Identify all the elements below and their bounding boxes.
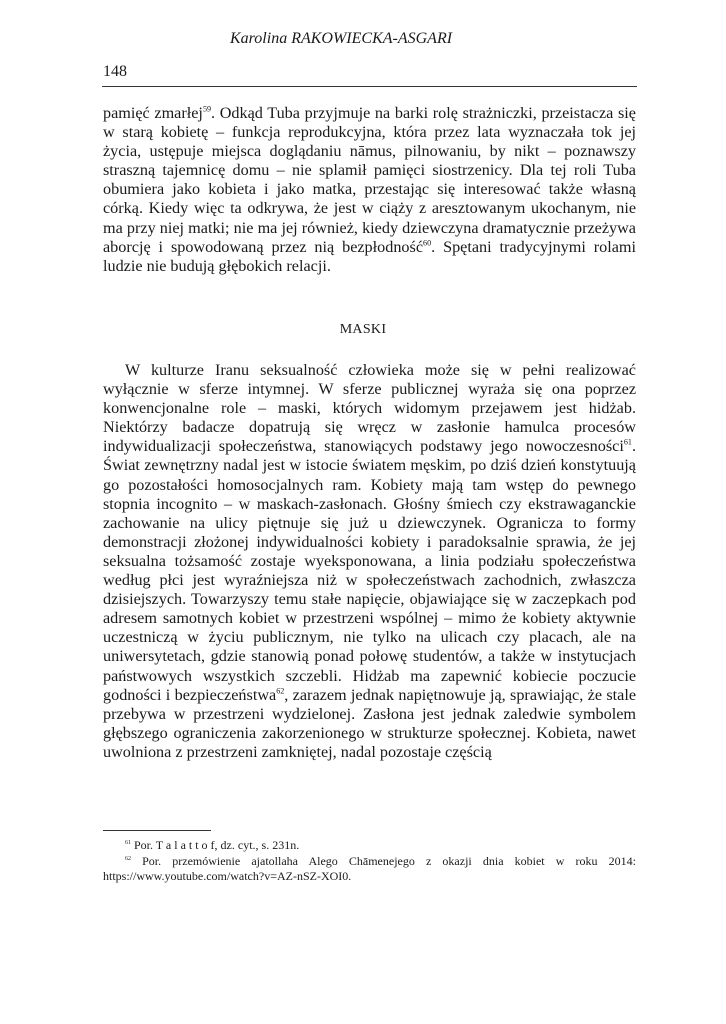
footnote-ref-61: 61 xyxy=(623,437,632,447)
page-number: 148 xyxy=(103,63,127,80)
paragraph-1-text-c: . Spętani tradycyjnymi rolami ludzie nie budują głębokich relacji. xyxy=(103,237,637,275)
footnote-text: Por. przemówienie ajatollaha Alego Chāmenejego z okazji dnia kobiet w roku 2014: https://www.youtube.com/watch?v=AZ-nSZ-XOI0. xyxy=(103,853,636,883)
paragraph-2 xyxy=(103,361,636,762)
footnote-61 xyxy=(103,838,636,854)
paragraph-2-text-b: . Świat zewnętrzny nadal jest w istocie światem męskim, po dziś dzień konstytuują go pozostałości homosocjalnych ram. Kobiety mają tam wstęp do pewnego stopnia incognito – w maskach-zasłonach. Głośny śmiech czy ekstrawaganckie zachowanie na ulicy piętnuje się już u dziewczynek. Ogranicza to formy demonstracji złożonej indywidualności kobiety i paradoksalnie sprawia, że jej seksualna tożsamość zostaje wyeksponowana, a linia podziału społeczeństwa według płci jest wyraźniejsza niż w społeczeństwach zachodnich, zwłaszcza dzisiejszych. Towarzyszy temu stałe napięcie, objawiające się w zaczepkach pod adresem samotnych kobiet w przestrzeni wspólnej – mimo że kobiety aktywnie uczestniczą w życiu publicznym, nie tylko na ulicach czy placach, ale na uniwersytetach, gdzie stanowią ponad połowę studentów, a także w instytucjach państwowych wszystkich szczebli. Hidżab ma zapewnić kobiecie poczucie godności i bezpieczeństwa xyxy=(103,437,636,704)
paragraph-1-text-a: pamięć zmarłej xyxy=(103,104,203,122)
paragraph-2-text-c: , zarazem jednak napiętnowuje ją, sprawiając, że stale przebywa w przestrzeni wydzielonej. Zasłona jest jednak zaledwie symbolem głębszego ograniczenia zakorzenionego w strukturze społecznej. Kobieta, nawet uwolniona z przestrzeni zamkniętej, nadal pozostaje częścią xyxy=(103,685,637,761)
footnote-ref-60: 60 xyxy=(423,238,432,248)
footnotes xyxy=(103,838,636,885)
paragraph-2-text-a: W kulturze Iranu seksualność człowieka może się w pełni realizować wyłącznie w sferze intymnej. W sferze publicznej wyraża się ona poprzez konwencjonalne role – maski, których widomym przejawem jest hidżab. Niektórzy badacze dopatrują się wręcz w zasłonie hamulca procesów indywidualizacji społeczeństwa, stanowiących podstawy jego nowoczesności xyxy=(103,361,636,456)
footnote-number: 61 xyxy=(125,840,131,846)
footnote-text: Por. T a l a t t o f, dz. cyt., s. 231n. xyxy=(134,838,300,852)
paragraph-1-text-b: . Odkąd Tuba przyjmuje na barki rolę strażniczki, przeistacza się w starą kobietę – funkcja reprodukcyjna, która przez lata wyznaczała tok jej życia, ustępuje miejsca doglądaniu nāmus, pilnowaniu, by nikt – poznawszy straszną tajemnicę domu – nie splamił pamięci siostrzenicy. Dla tej roli Tuba obumiera jako kobieta i jako matka, przestając się interesować także własną córką. Kiedy więc ta odkrywa, że jest w ciąży z aresztowanym ukochanym, nie ma przy niej matki; nie ma jej również, kiedy dziewczyna dramatycznie przeżywa aborcję i spowodowaną przez nią bezpłodność xyxy=(103,104,636,256)
paragraph-1 xyxy=(103,104,636,276)
footnote-62 xyxy=(103,854,636,885)
header-rule xyxy=(102,86,637,87)
footnote-ref-59: 59 xyxy=(202,104,212,114)
footnote-separator xyxy=(103,830,211,831)
footnote-ref-62: 62 xyxy=(276,686,285,696)
footnote-number: 62 xyxy=(125,855,131,862)
section-heading: MASKI xyxy=(339,322,387,337)
running-header-author: Karolina RAKOWIECKA-ASGARI xyxy=(230,30,453,47)
